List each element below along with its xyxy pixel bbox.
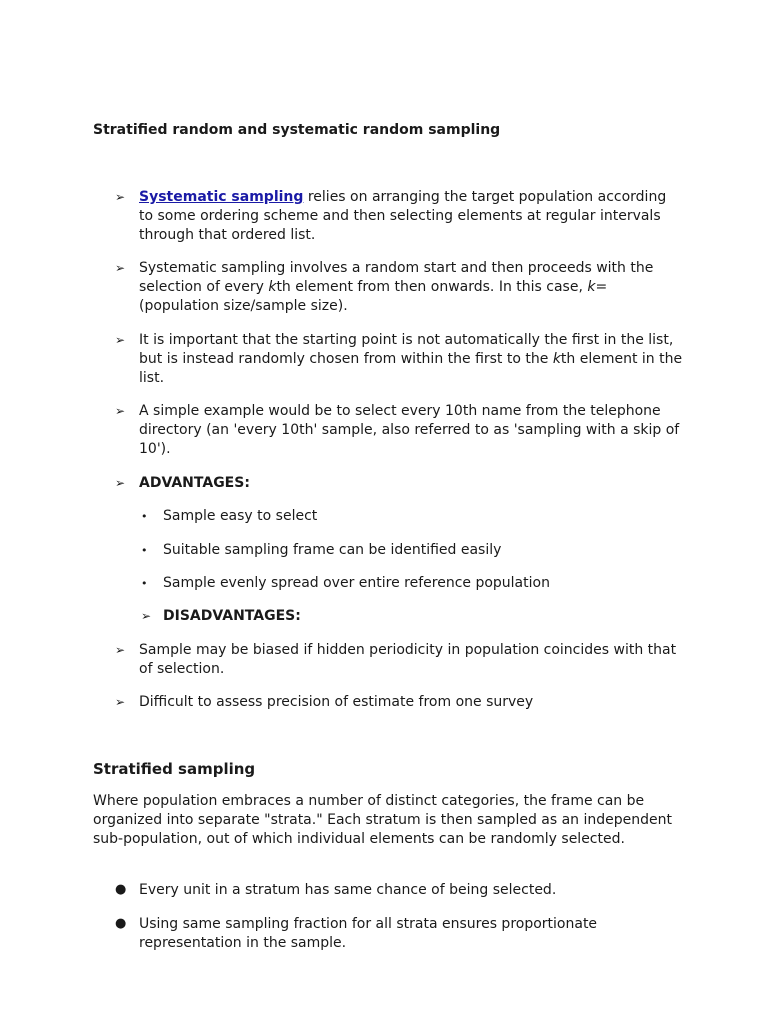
- list-item-random-start: [115, 259, 684, 316]
- k-variable: k: [268, 279, 277, 295]
- advantage-item: [141, 541, 683, 560]
- advantages-label: ADVANTAGES:: [139, 475, 250, 491]
- document-title: Stratified random and systematic random sampling: [93, 122, 501, 138]
- dot-bullet-icon: ●: [115, 882, 127, 897]
- dot-bullet-icon: •: [141, 544, 148, 557]
- arrow-bullet-icon: ➢: [115, 404, 126, 418]
- list-item-text: Systematic sampling involves a random start and then proceeds with the selection of every: [139, 260, 654, 295]
- list-item-text: th element from then onwards. In this case,: [276, 279, 588, 295]
- disadvantages-label: DISADVANTAGES:: [163, 608, 301, 624]
- disadvantages-heading: [141, 607, 683, 626]
- dot-bullet-icon: •: [141, 577, 148, 590]
- arrow-bullet-icon: ➢: [115, 695, 126, 709]
- list-item-starting-point: [115, 331, 684, 388]
- stratified-bullet-item: [115, 915, 684, 953]
- list-item-text: A simple example would be to select every 10th name from the telephone directory (an 'every 10th' sample, also referred to as 'sampling with a skip of 10').: [139, 403, 680, 457]
- arrow-bullet-icon: ➢: [115, 476, 126, 490]
- stratified-bullet-item: [115, 881, 684, 900]
- disadvantage-item: [115, 693, 684, 712]
- stratified-paragraph: Where population embraces a number of distinct categories, the frame can be organized into separate "strata." Each stratum is then sampled as an independent sub-population, out of which individual elements can be randomly selected.: [93, 793, 673, 847]
- list-item-text: Sample may be biased if hidden periodicity in population coincides with that of selection.: [139, 642, 677, 677]
- k-variable: k: [587, 279, 596, 295]
- list-item-systematic-definition: [115, 188, 684, 245]
- list-item-text: th element in the list.: [139, 351, 683, 386]
- list-item-text: Every unit in a stratum has same chance of being selected.: [139, 882, 557, 898]
- list-item-text: Suitable sampling frame can be identified easily: [163, 542, 502, 558]
- list-item-text: Sample evenly spread over entire reference population: [163, 575, 550, 591]
- disadvantage-item: [115, 641, 684, 679]
- advantages-heading: [115, 474, 684, 493]
- stratified-section-title: Stratified sampling: [93, 760, 256, 778]
- arrow-bullet-icon: ➢: [115, 643, 126, 657]
- arrow-bullet-icon: ➢: [115, 190, 126, 204]
- list-item-text: Sample easy to select: [163, 508, 318, 524]
- list-item-text: It is important that the starting point is not automatically the first in the list, but is instead randomly chosen from within the first to the: [139, 332, 674, 367]
- arrow-bullet-icon: ➢: [115, 261, 126, 275]
- dot-bullet-icon: ●: [115, 916, 127, 931]
- list-item-text: Using same sampling fraction for all strata ensures proportionate representation in the sample.: [139, 916, 598, 951]
- list-item-text: Difficult to assess precision of estimate from one survey: [139, 694, 534, 710]
- list-item-example: [115, 402, 684, 459]
- systematic-sampling-link[interactable]: Systematic sampling: [139, 189, 304, 205]
- arrow-bullet-icon: ➢: [115, 333, 126, 347]
- k-variable: k: [552, 351, 561, 367]
- list-item-text: =(population size/sample size).: [139, 279, 608, 314]
- advantage-item: [141, 507, 683, 526]
- dot-bullet-icon: •: [141, 510, 148, 523]
- arrow-bullet-icon: ➢: [141, 609, 152, 623]
- list-item-text: relies on arranging the target population according to some ordering scheme and then selecting elements at regular intervals through that ordered list.: [139, 189, 667, 243]
- advantage-item: [141, 574, 683, 593]
